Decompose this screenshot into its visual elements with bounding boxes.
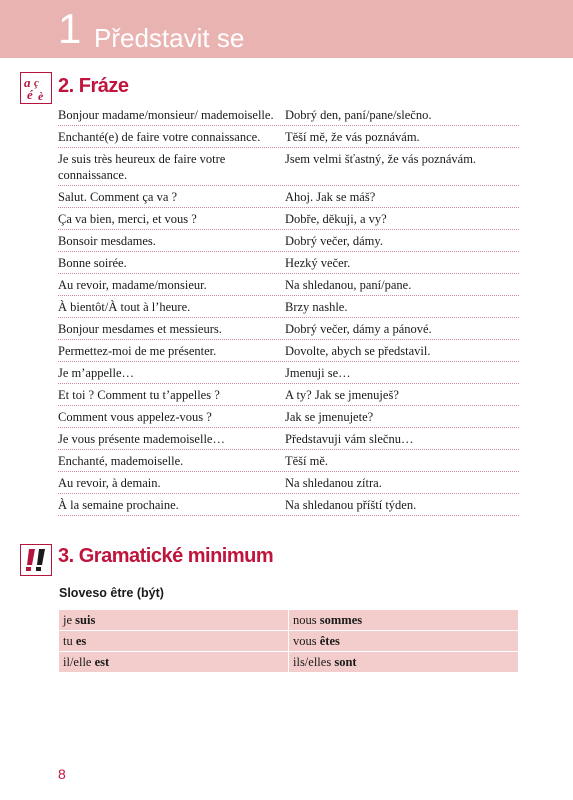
chapter-title: Představit se — [94, 23, 245, 53]
czech-translation: Těší mě. — [285, 454, 329, 468]
phrase-row — [58, 450, 519, 472]
conjugation-cell — [59, 631, 289, 652]
french-phrase: Enchanté(e) de faire votre connaissance. — [58, 130, 261, 144]
phrase-row — [58, 104, 519, 126]
verb-form: sont — [334, 654, 357, 669]
czech-translation: Těší mě, že vás poznávám. — [285, 130, 420, 144]
czech-translation: Představuji vám slečnu… — [285, 432, 414, 446]
czech-translation: Brzy nashle. — [285, 300, 348, 314]
pronoun: tu — [63, 633, 76, 648]
czech-translation: Na shledanou, paní/pane. — [285, 278, 412, 292]
french-phrase: À la semaine prochaine. — [58, 498, 179, 512]
czech-translation: Hezký večer. — [285, 256, 351, 270]
chapter-header — [0, 0, 573, 58]
conjugation-row — [59, 631, 519, 652]
verb-form: sommes — [319, 612, 363, 627]
grammar-section-title: 3. Gramatické minimum — [58, 545, 274, 567]
phrase-row — [58, 406, 519, 428]
french-phrase: Et toi ? Comment tu t’appelles ? — [58, 388, 220, 402]
phrases-table — [58, 104, 519, 516]
french-phrase: Bonjour mesdames et messieurs. — [58, 322, 222, 336]
phrase-row — [58, 340, 519, 362]
phrase-row — [58, 230, 519, 252]
pronoun: je — [63, 612, 76, 627]
conjugation-cell — [289, 610, 519, 631]
french-phrase: Bonjour madame/monsieur/ mademoiselle. — [58, 108, 274, 122]
phrase-row — [58, 126, 519, 148]
phrase-row — [58, 208, 519, 230]
czech-translation: Jak se jmenujete? — [285, 410, 374, 424]
phrases-section-title: 2. Fráze — [58, 75, 129, 97]
french-phrase: Bonsoir mesdames. — [58, 234, 156, 248]
verb-subheading: Sloveso être (být) — [59, 586, 164, 600]
svg-text:è: è — [38, 89, 44, 103]
svg-text:é: é — [27, 87, 33, 102]
phrase-row — [58, 472, 519, 494]
conjugation-row — [59, 652, 519, 673]
french-phrase: Salut. Comment ça va ? — [58, 190, 178, 204]
phrase-row — [58, 252, 519, 274]
french-phrase: Je m’appelle… — [58, 366, 135, 380]
phrase-row — [58, 296, 519, 318]
grammar-section-icon — [20, 544, 52, 576]
phrase-row — [58, 148, 519, 186]
svg-text:a: a — [24, 75, 31, 90]
phrases-section-icon — [20, 72, 52, 104]
verb-form: êtes — [319, 633, 340, 648]
czech-translation: Jsem velmi šťastný, že vás poznávám. — [285, 152, 477, 166]
french-phrase: À bientôt/À tout à l’heure. — [58, 300, 191, 314]
french-phrase: Bonne soirée. — [58, 256, 127, 270]
verb-form: suis — [75, 612, 96, 627]
svg-text:ç: ç — [34, 77, 39, 89]
conjugation-cell — [59, 610, 289, 631]
page-number: 8 — [58, 766, 66, 782]
verb-form: est — [94, 654, 110, 669]
czech-translation: Dobrý večer, dámy. — [285, 234, 383, 248]
conjugation-table — [58, 609, 519, 673]
phrase-row — [58, 428, 519, 450]
french-phrase: Comment vous appelez-vous ? — [58, 410, 212, 424]
french-phrase: Au revoir, à demain. — [58, 476, 161, 490]
french-phrase: Ça va bien, merci, et vous ? — [58, 212, 197, 226]
chapter-number: 1 — [58, 5, 82, 52]
pronoun: il/elle — [63, 654, 95, 669]
conjugation-cell — [289, 631, 519, 652]
czech-translation: Jmenuji se… — [285, 366, 351, 380]
pronoun: vous — [293, 633, 320, 648]
pronoun: nous — [293, 612, 320, 627]
phrase-row — [58, 362, 519, 384]
czech-translation: Ahoj. Jak se máš? — [285, 190, 376, 204]
czech-translation: Dobře, děkuji, a vy? — [285, 212, 387, 226]
verb-form: es — [75, 633, 87, 648]
czech-translation: Dovolte, abych se představil. — [285, 344, 431, 358]
czech-translation: A ty? Jak se jmenuješ? — [285, 388, 399, 402]
conjugation-row — [59, 610, 519, 631]
french-phrase: Permettez-moi de me présenter. — [58, 344, 217, 358]
french-phrase: Enchanté, mademoiselle. — [58, 454, 184, 468]
phrase-row — [58, 384, 519, 406]
phrase-row — [58, 186, 519, 208]
phrase-row — [58, 318, 519, 340]
phrase-row — [58, 274, 519, 296]
french-phrase: Je suis très heureux de faire votre connaissance. — [58, 152, 226, 182]
czech-translation: Dobrý večer, dámy a pánové. — [285, 322, 432, 336]
french-phrase: Je vous présente mademoiselle… — [58, 432, 225, 446]
czech-translation: Dobrý den, paní/pane/slečno. — [285, 108, 432, 122]
czech-translation: Na shledanou příští týden. — [285, 498, 417, 512]
french-phrase: Au revoir, madame/monsieur. — [58, 278, 207, 292]
pronoun: ils/elles — [293, 654, 335, 669]
phrase-row — [58, 494, 519, 516]
conjugation-cell — [289, 652, 519, 673]
conjugation-cell — [59, 652, 289, 673]
czech-translation: Na shledanou zítra. — [285, 476, 382, 490]
